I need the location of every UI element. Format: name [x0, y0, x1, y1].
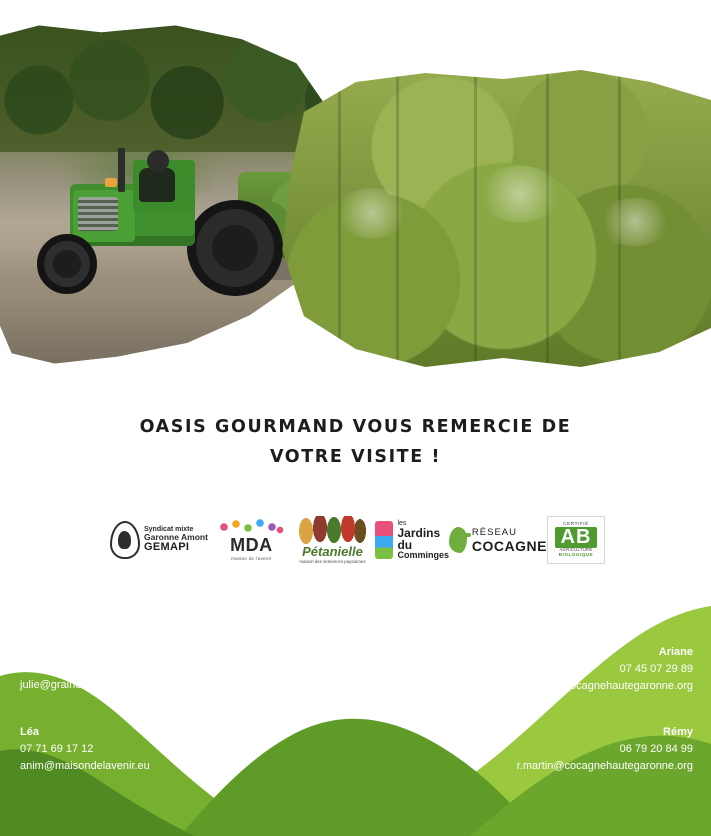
gemapi-line-2: Garonne Amont: [144, 532, 208, 543]
contact-name-lea: Léa: [20, 726, 39, 738]
contact-heading: Nous contacter: [20, 624, 101, 636]
jardins-line-2: Jardins du: [397, 526, 441, 552]
contact-phone-ariane: 07 45 07 29 89: [619, 663, 693, 675]
tractor-driver-body: [139, 168, 175, 202]
logo-petanielle: [290, 509, 375, 571]
garonne-amont-icon: [110, 521, 140, 559]
petanielle-title: Pétanielle: [302, 544, 363, 559]
legal-column: [300, 622, 389, 694]
seeds-icon: [296, 516, 368, 544]
mda-dots-icon: [218, 519, 284, 535]
contact-phone-remy: 06 79 20 84 99: [619, 743, 693, 755]
ab-line-1: CERTIFIÉ: [563, 521, 589, 527]
thank-you-line-2: VOTRE VISITE !: [269, 447, 442, 467]
tractor-exhaust: [118, 148, 125, 192]
logo-syndicat-mixte-garonne-amont-gemapi: [110, 509, 213, 571]
legal-heading: Mentions légales: [300, 624, 389, 636]
thank-you-message: [0, 412, 711, 472]
legal-address-line-1: 4 rue des Tilleuls: [300, 662, 383, 674]
contact-email-ariane[interactable]: a.paris@cocagnehautegaronne.org: [520, 680, 693, 692]
jardins-line-3: Comminges: [397, 550, 449, 560]
contact-column-left-bottom: [20, 724, 150, 775]
cocagne-bird-icon: [449, 527, 467, 553]
partner-logos: [110, 505, 605, 575]
cocagne-line-2: COCAGNE: [471, 537, 547, 554]
jardins-art-icon: [375, 521, 393, 559]
tractor-illustration: [15, 142, 265, 317]
hero-image-band: [0, 0, 711, 380]
contact-email-julie[interactable]: julie@grainesdavenir.eu: [20, 679, 138, 691]
gemapi-line-3: GEMAPI: [144, 541, 190, 554]
contact-column-left-top: [20, 622, 138, 694]
contact-email-remy[interactable]: r.martin@cocagnehautegaronne.org: [516, 760, 693, 772]
mda-title: MDA: [230, 535, 273, 555]
contact-name-julie: Julie: [20, 645, 46, 657]
cocagne-line-1: RÉSEAU: [471, 526, 517, 538]
contact-email-lea[interactable]: anim@maisondelavenir.eu: [20, 760, 150, 772]
mda-subtitle: maison de l'avenir: [231, 556, 272, 561]
green-tomatoes-photo: [278, 70, 711, 370]
tractor-headlight: [105, 178, 117, 187]
tractor-rear-wheel: [187, 200, 283, 296]
tractor-driver-head: [147, 150, 169, 172]
logo-reseau-cocagne: [449, 509, 547, 571]
legal-address-line-2: 31210 Huos: [300, 679, 360, 691]
legal-company: Oasis Gourmand: [300, 645, 389, 657]
footer: [0, 596, 711, 836]
ab-line-2: AB: [555, 527, 598, 548]
jardins-line-1: les: [397, 520, 407, 527]
tractor-grille: [78, 197, 118, 231]
contact-name-ariane: Ariane: [658, 646, 693, 658]
gemapi-line-1: Syndicat mixte: [144, 526, 194, 534]
logo-les-jardins-du-comminges: [375, 509, 449, 571]
logo-mda: [213, 509, 290, 571]
logo-agriculture-biologique: [547, 509, 605, 571]
contact-phone-lea: 07 71 69 17 12: [20, 743, 94, 755]
petanielle-subtitle: maison des semences paysannes: [299, 559, 366, 564]
contact-name-remy: Rémy: [663, 726, 693, 738]
thank-you-line-1: OASIS GOURMAND VOUS REMERCIE DE: [139, 417, 572, 437]
contact-phone-julie: 06 28 34 40 38: [20, 662, 94, 674]
contact-column-right-top: [520, 644, 693, 695]
contact-column-right-bottom: [517, 724, 693, 775]
ab-line-4: BIOLOGIQUE: [558, 551, 594, 557]
ab-line-3: AGRICULTURE: [559, 547, 593, 553]
tractor-front-wheel: [37, 234, 97, 294]
